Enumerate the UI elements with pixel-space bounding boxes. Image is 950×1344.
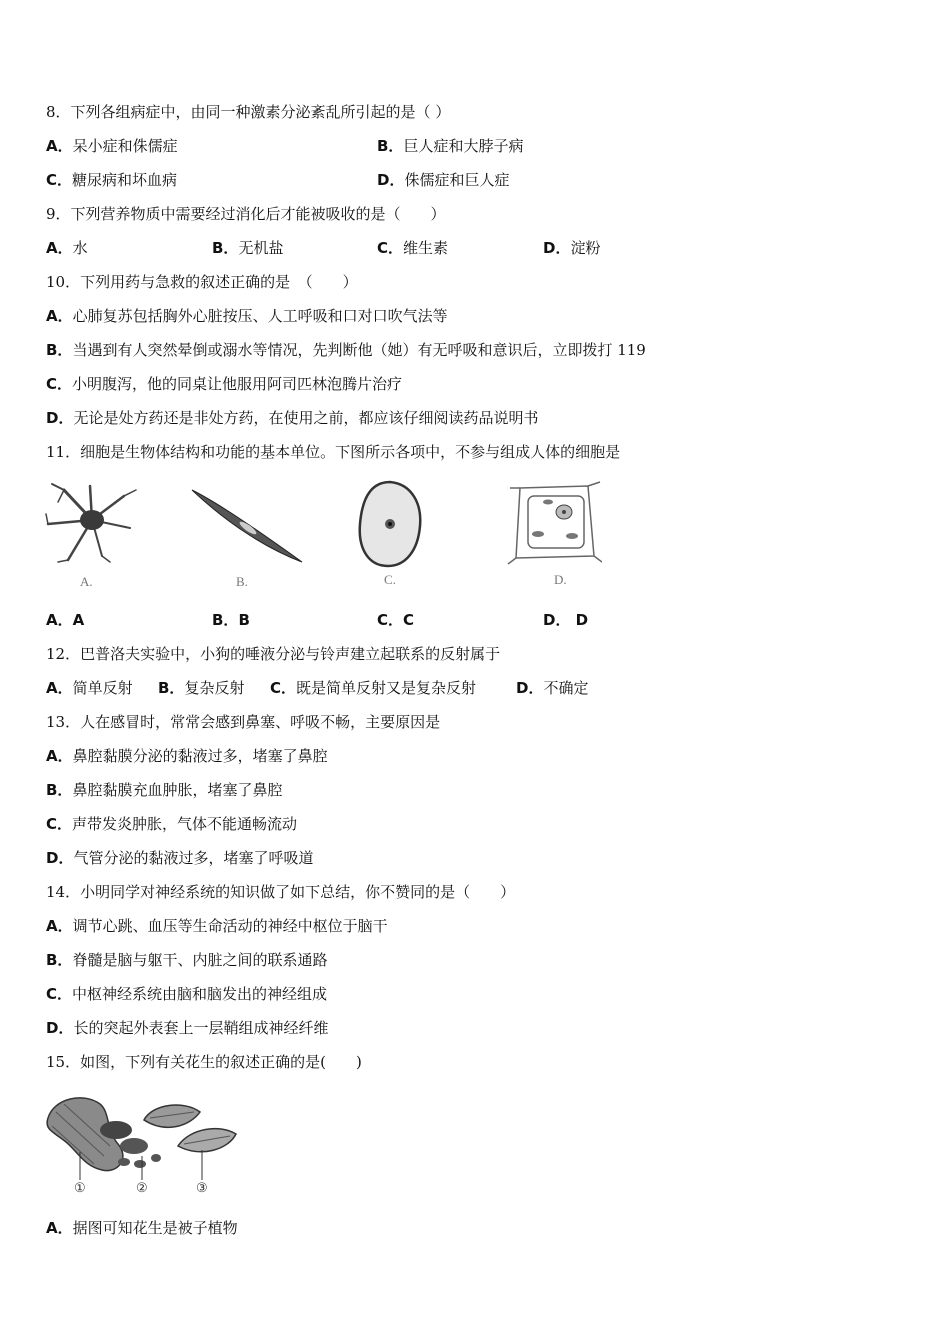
option-label: C． [46,171,73,189]
option-label: D． [377,171,405,189]
q14-stem: 14．小明同学对神经系统的知识做了如下总结，你不赞同的是（ ） [46,883,516,901]
q14-option-d[interactable] [46,1018,328,1038]
q8-option-a[interactable] [46,136,178,156]
q14-option-c[interactable] [46,984,327,1004]
option-text: A [72,611,85,629]
q13-option-d[interactable] [46,848,313,868]
q9-option-a[interactable] [46,238,88,258]
muscle-cell-figure [190,486,306,566]
option-text: 呆小症和侏儒症 [72,137,178,155]
q11-option-a[interactable] [46,610,84,630]
q9-stem: 9．下列营养物质中需要经过消化后才能被吸收的是（ ） [46,205,446,223]
option-label: D． [46,409,74,427]
q14-option-b[interactable] [46,950,327,970]
option-label: B． [158,679,185,697]
option-text: 不确定 [543,679,589,697]
option-label: A． [46,239,73,257]
option-label: A． [46,1219,73,1237]
option-label: C． [377,239,404,257]
option-label: A． [46,917,73,935]
q8-option-d[interactable] [377,170,509,190]
q13-option-b[interactable] [46,780,282,800]
q13-option-a[interactable] [46,746,328,766]
q13-stem: 13．人在感冒时，常常会感到鼻塞、呼吸不畅，主要原因是 [46,713,441,731]
plant-cell-figure [506,478,602,566]
option-label: B． [46,781,73,799]
q12-option-b[interactable] [158,678,244,698]
q13-option-c[interactable] [46,814,297,834]
option-text: 无机盐 [238,239,284,257]
option-text: 长的突起外表套上一层鞘组成神经纤维 [73,1019,329,1037]
q11-option-d[interactable] [543,610,588,630]
peanut-label-1: ① [74,1180,86,1195]
option-label: C． [46,375,73,393]
q10-option-a[interactable] [46,306,448,326]
option-text: 水 [72,239,88,257]
peanut-label-2: ② [136,1180,148,1195]
option-text: 维生素 [403,239,449,257]
option-text: 糖尿病和坏血病 [72,171,178,189]
q12-stem: 12．巴普洛夫实验中，小狗的唾液分泌与铃声建立起联系的反射属于 [46,645,501,663]
q8-option-c[interactable] [46,170,177,190]
option-text: 巨人症和大脖子病 [403,137,524,155]
q9-option-c[interactable] [377,238,448,258]
option-text: 小明腹泻，他的同桌让他服用阿司匹林泡腾片治疗 [72,375,403,393]
option-label: D． [543,239,571,257]
q11-option-b[interactable] [212,610,250,630]
q10-option-c[interactable] [46,374,402,394]
option-text: 侏儒症和巨人症 [404,171,510,189]
q12-option-d[interactable] [516,678,588,698]
option-text: 淀粉 [570,239,601,257]
option-text: D [570,611,589,629]
option-text: 既是简单反射又是复杂反射 [296,679,477,697]
figure-caption-d: D. [554,572,567,587]
q14-option-a[interactable] [46,916,388,936]
option-text: 据图可知花生是被子植物 [72,1219,238,1237]
option-label: A． [46,679,73,697]
q9-option-d[interactable] [543,238,600,258]
q10-option-b[interactable] [46,340,646,360]
option-text: 简单反射 [72,679,133,697]
q10-stem: 10．下列用药与急救的叙述正确的是 （ ） [46,273,358,291]
q11-option-c[interactable] [377,610,414,630]
option-text: 复杂反射 [184,679,245,697]
option-text: B [238,611,250,629]
neuron-cell-figure [44,482,144,564]
option-label: B． [212,611,239,629]
egg-cell-figure [354,478,426,570]
option-label: C． [46,985,73,1003]
q10-option-d[interactable] [46,408,538,428]
option-label: C． [377,611,404,629]
option-label: D． [46,849,74,867]
option-text: C [403,611,415,629]
option-label: B． [46,951,73,969]
option-text: 调节心跳、血压等生命活动的神经中枢位于脑干 [72,917,388,935]
option-label: C． [270,679,297,697]
peanut-label-3: ③ [196,1180,208,1195]
q15-stem: 15．如图，下列有关花生的叙述正确的是( ) [46,1053,362,1071]
option-text: 声带发炎肿胀，气体不能通畅流动 [72,815,298,833]
option-label: D． [516,679,544,697]
option-text: 气管分泌的黏液过多，堵塞了呼吸道 [73,849,314,867]
option-text: 脊髓是脑与躯干、内脏之间的联系通路 [72,951,328,969]
q11-stem: 11．细胞是生物体结构和功能的基本单位。下图所示各项中，不参与组成人体的细胞是 [46,443,621,461]
option-text: 无论是处方药还是非处方药，在使用之前，都应该仔细阅读药品说明书 [73,409,539,427]
option-text: 中枢神经系统由脑和脑发出的神经组成 [72,985,328,1003]
option-text: 心肺复苏包括胸外心脏按压、人工呼吸和口对口吹气法等 [72,307,448,325]
q12-option-c[interactable] [270,678,476,698]
option-label: A． [46,307,73,325]
option-label: A． [46,137,73,155]
q15-option-a[interactable] [46,1218,238,1238]
option-label: D． [543,611,571,629]
option-label: C． [46,815,73,833]
option-label: D． [46,1019,74,1037]
q8-option-b[interactable] [377,136,523,156]
figure-caption-b: B. [236,574,248,589]
figure-caption-a: A. [80,574,93,589]
option-text: 鼻腔黏膜充血肿胀，堵塞了鼻腔 [72,781,283,799]
option-label: B． [212,239,239,257]
option-label: A． [46,611,73,629]
option-label: B． [46,341,73,359]
figure-caption-c: C. [384,572,396,587]
option-text: 当遇到有人突然晕倒或溺水等情况，先判断他（她）有无呼吸和意识后，立即拨打 119 [72,341,646,359]
q8-stem: 8．下列各组病症中，由同一种激素分泌紊乱所引起的是（ ） [46,103,451,121]
option-text: 鼻腔黏膜分泌的黏液过多，堵塞了鼻腔 [72,747,328,765]
option-label: A． [46,747,73,765]
q9-option-b[interactable] [212,238,283,258]
option-label: B． [377,137,404,155]
q12-option-a[interactable] [46,678,133,698]
